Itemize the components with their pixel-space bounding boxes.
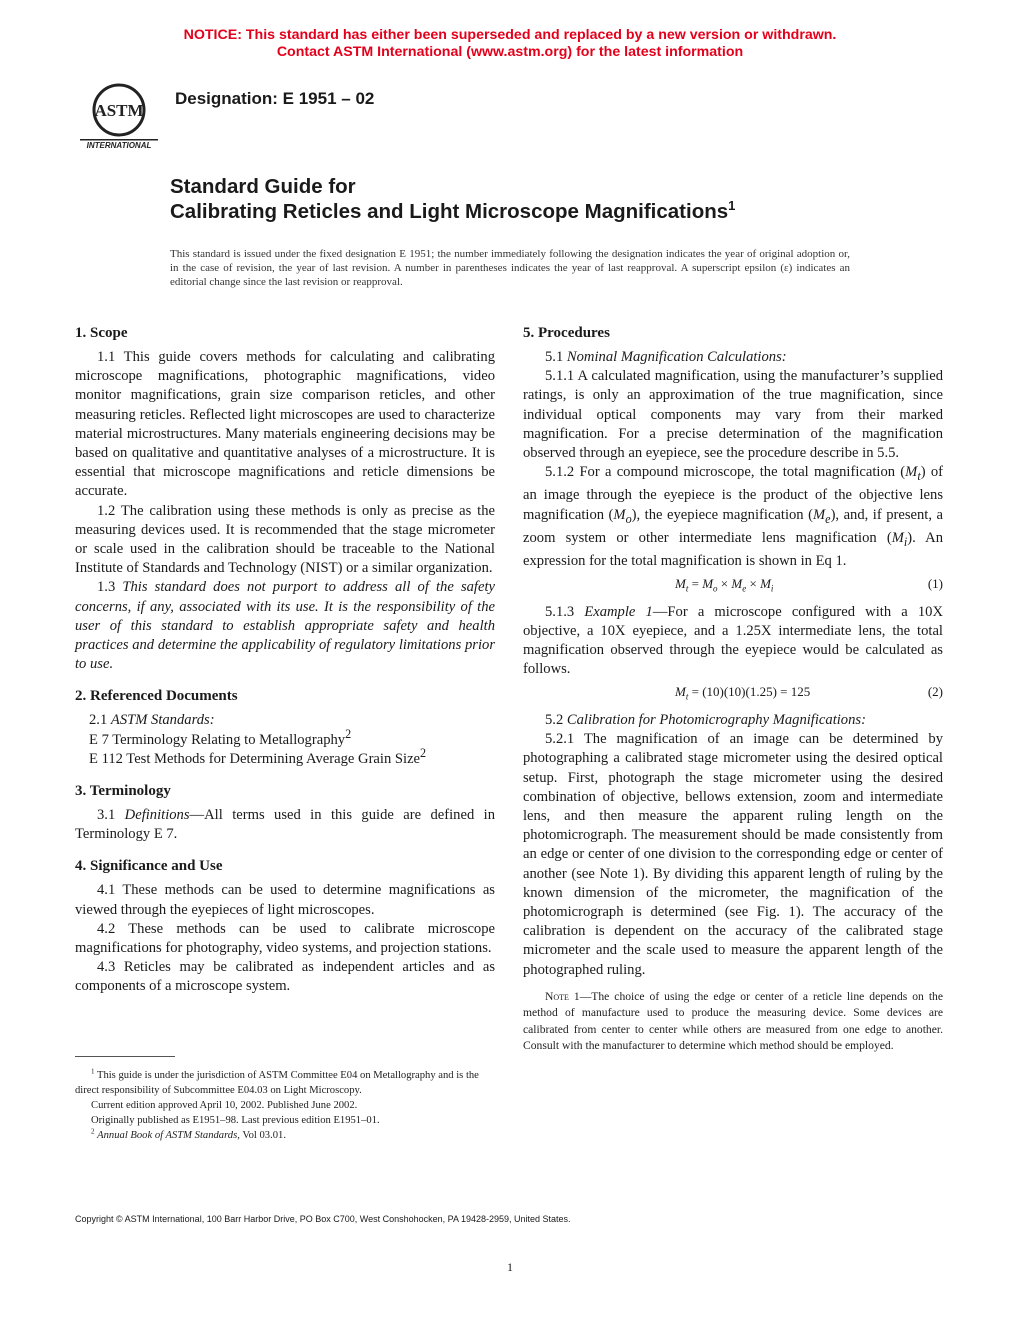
- footnote-1-edition: Current edition approved April 10, 2002. Published June 2002.: [91, 1100, 358, 1111]
- paragraph-5-1-1: 5.1.1 A calculated magnification, using the manufacturer’s supplied ratings, is only an approximation of the true magnification, since individual optical components may vary from their marked magnification. For a precise determination of the magnification observed through an eyepiece, see the procedure describe in 5.5.: [523, 368, 943, 462]
- page-number: 1: [507, 1260, 513, 1274]
- note-1: Note 1—The choice of using the edge or center of a reticle line depends on the method of manufacture used to produce the measuring device. Some devices are calibrated from center to center while others are measured from one edge to another. Consult with the manufacturer to determine which method should be employed.: [523, 989, 943, 1053]
- paragraph-5-1-2: 5.1.2 For a compound microscope, the total magnification $(M_t)$ of an image through the eyepiece is the product of the objective lens magnification $(M_o)$, the eyepiece magnification $(M_e)$, and, if present, a zoom system or other intermediate lens magnification $(M_i)$. An expression for the total magnification is shown in Eq 1.: [523, 464, 943, 569]
- equation-1-number: (1): [927, 575, 943, 591]
- notice-line-2: Contact ASTM International (www.astm.org) for the latest information: [276, 43, 744, 60]
- section-heading-significance: 4. Significance and Use: [75, 858, 223, 875]
- footnote-divider: [75, 1056, 175, 1057]
- title-line-2: Calibrating Reticles and Light Microscope Magnifications$^1$: [170, 198, 736, 223]
- paragraph-1-1: 1.1 This guide covers methods for calculating and calibrating microscope magnifications, photographic magnifications, video monitor magnifications, grain size comparison reticles, and other measuring reticles. Reflected light microscopes are used to characterize material microstructures. Many materials engineering decisions may be based on qualitative and quantitative analyses of a microstructure. It is essential that microscope magnifications and reticle dimensions be accurate.: [75, 349, 495, 500]
- paragraph-5-1: 5.1 Nominal Magnification Calculations:: [545, 349, 787, 365]
- right-column: [523, 322, 943, 1055]
- copyright: Copyright © ASTM International, 100 Barr Harbor Drive, PO Box C700, West Conshohocken, PA 19428-2959, United States.: [75, 1214, 571, 1224]
- logo-text: ASTM: [94, 101, 144, 120]
- withdrawal-notice: [0, 27, 1020, 60]
- paragraph-1-3: 1.3 This standard does not purport to address all of the safety concerns, if any, associated with its use. It is the responsibility of the user of this standard to establish appropriate safety and health practices and determine the applicability of regulatory limitations prior to use.: [75, 579, 495, 673]
- equation-1: $M_t = M_o \times M_e \times M_i$ (1): [523, 574, 943, 599]
- logo-subtext: INTERNATIONAL: [86, 141, 152, 150]
- paragraph-2-1: 2.1 ASTM Standards:: [89, 712, 215, 729]
- paragraph-4-2: 4.2 These methods can be used to calibrate microscope magnifications for photography, video systems, and projection stations.: [75, 920, 495, 957]
- notice-line-1: NOTICE: This standard has either been superseded and replaced by a new version or withdrawn.: [183, 27, 837, 43]
- paragraph-5-1-3: 5.1.3 Example 1—For a microscope configured with a 10X objective, a 10X eyepiece, and a 1.25X intermediate lens, the total magnification observed through the eyepiece would be calculated as follows.: [523, 603, 943, 678]
- paragraph-4-1: 4.1 These methods can be used to determine magnifications as viewed through the eyepieces of light microscopes.: [75, 882, 495, 918]
- footnote-1: $^1$ This guide is under the jurisdiction of ASTM Committee E04 on Metallography and is the direct responsibility of Subcommittee E04.03 on Light Microscopy.: [75, 1067, 479, 1096]
- paragraph-5-2-1: 5.2.1 The magnification of an image can be determined by photographing a calibrated stage micrometer using the desired optical setup. First, photograph the stage micrometer using the desired combination of objective, bellows extension, zoom and intermediate lens, and then measure the apparent ruling length on the photomicrograph. The measurement should be made consistently from an edge or center of one division to the corresponding edge or center of another (see Note 1). By dividing this apparent length of ruling by the known dimension of the micrometer, the magnification of the photomicrograph is determined (see Fig. 1). The accuracy of the calibration is dependent on the accuracy of the calibrated stage micrometer and the scale used to measure the apparent length of the photographed ruling.: [523, 731, 943, 978]
- paragraph-3-1: 3.1 Definitions—All terms used in this guide are defined in Terminology E 7.: [75, 807, 496, 843]
- footnotes: [75, 1068, 495, 1143]
- footnote-2: $^2$ Annual Book of ASTM Standards, Vol 03.01.: [91, 1127, 286, 1141]
- reference-e7: E 7 Terminology Relating to Metallography$^2$: [89, 726, 352, 748]
- equation-2: $M_t = (10)(10)(1.25) = 125$ (2): [523, 682, 943, 707]
- paragraph-1-2: 1.2 The calibration using these methods is only as precise as the measuring devices used. It is recommended that the stage micrometer or scale used in the calibration should be traceable to the National Institute of Standards and Technology (NIST) or a similar organization.: [75, 502, 495, 577]
- section-heading-terminology: 3. Terminology: [75, 783, 171, 800]
- reference-e112: E 112 Test Methods for Determining Average Grain Size$^2$: [89, 746, 427, 767]
- issuance-note: This standard is issued under the fixed designation E 1951; the number immediately following the designation indicates the year of original adoption or, in the case of revision, the year of last revision. A number in parentheses indicates the year of last reapproval. A superscript epsilon (ε) indicates an editorial change since the last revision or reapproval.: [170, 248, 850, 288]
- designation: Designation: E 1951 – 02: [175, 89, 375, 108]
- paragraph-5-2: 5.2 Calibration for Photomicrography Magnifications:: [545, 711, 866, 728]
- section-heading-procedures: 5. Procedures: [523, 325, 610, 341]
- footnote-1-original: Originally published as E1951–98. Last previous edition E1951–01.: [91, 1115, 380, 1126]
- astm-logo-icon: [76, 76, 162, 152]
- document-title: [170, 174, 735, 224]
- left-column: [75, 322, 495, 997]
- title-line-1: Standard Guide for: [170, 175, 356, 198]
- section-heading-referenced-documents: 2. Referenced Documents: [75, 688, 238, 705]
- paragraph-4-3: 4.3 Reticles may be calibrated as independent articles and as components of a microscope system.: [75, 959, 495, 995]
- equation-2-number: (2): [927, 684, 943, 700]
- section-heading-scope: 1. Scope: [75, 325, 128, 341]
- title-footnote-mark: 1: [728, 198, 736, 213]
